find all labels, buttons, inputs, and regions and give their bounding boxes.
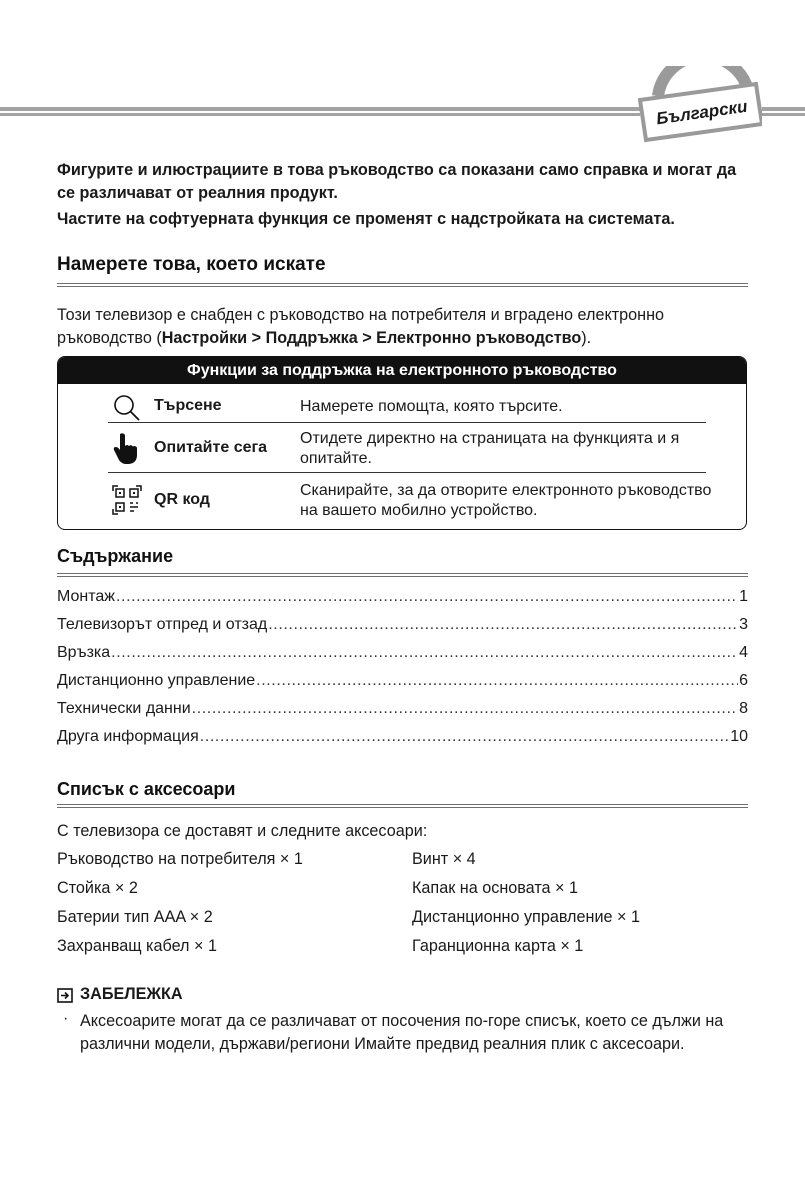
feature-desc-qr: Сканирайте, за да отворите електронното ръководство на вашето мобилно устройство. bbox=[300, 482, 712, 519]
language-badge-label: Български bbox=[655, 96, 749, 129]
accessory-item: Дистанционно управление × 1 bbox=[412, 908, 640, 926]
accessory-item: Ръководство на потребителя × 1 bbox=[57, 850, 303, 868]
accessory-item: Капак на основата × 1 bbox=[412, 879, 579, 897]
accessories-intro: С телевизора се доставят и следните аксесоари: bbox=[57, 822, 428, 840]
feature-name-qr: QR код bbox=[154, 491, 210, 508]
toc-entry[interactable]: Дистанционно управление ..... 6 bbox=[57, 672, 748, 700]
accessory-item: Стойка × 2 bbox=[57, 879, 138, 897]
intro-software-note: Частите на софтуерната функция се променят с надстройката на системата. bbox=[57, 210, 675, 228]
feature-divider bbox=[108, 422, 706, 423]
language-badge bbox=[638, 66, 762, 150]
settings-path: Настройки > Поддръжка > Електронно ръководство bbox=[161, 329, 582, 347]
feature-divider bbox=[108, 472, 706, 473]
feature-name-search: Търсене bbox=[154, 397, 222, 414]
hand-pointer-icon bbox=[110, 431, 144, 465]
support-features-box bbox=[57, 356, 747, 530]
qr-code-icon bbox=[110, 483, 144, 517]
accessory-item: Винт × 4 bbox=[412, 850, 476, 868]
support-features-title: Функции за поддръжка на електронното ръководство bbox=[58, 357, 746, 384]
toc-entry[interactable]: Друга информация ..... 10 bbox=[57, 728, 748, 756]
accessory-item: Гаранционна карта × 1 bbox=[412, 937, 584, 955]
feature-name-try-now: Опитайте сега bbox=[154, 439, 268, 456]
intro-disclaimer: Фигурите и илюстрациите в това ръководство са показани само справка и могат да се различават от реалния продукт. bbox=[57, 161, 737, 202]
accessory-item: Батерии тип AAA × 2 bbox=[57, 908, 213, 926]
find-description: Този телевизор е снабден с ръководство на потребителя и вградено електронно ръководство (Настройки > Поддръжка > Електронно ръководство). bbox=[57, 306, 665, 347]
toc-entry[interactable]: Връзка ..... 4 bbox=[57, 644, 748, 672]
toc-entry[interactable]: Технически данни ..... 8 bbox=[57, 700, 748, 728]
toc-heading: Съдържание bbox=[57, 546, 174, 566]
note-icon bbox=[57, 988, 73, 1003]
toc-entry[interactable]: Монтаж ..... 1 bbox=[57, 588, 748, 616]
note-title: ЗАБЕЛЕЖКА bbox=[80, 985, 183, 1003]
accessory-item: Захранващ кабел × 1 bbox=[57, 937, 217, 955]
find-heading: Намерете това, което искате bbox=[57, 254, 326, 275]
feature-desc-search: Намерете помощта, която търсите. bbox=[300, 398, 563, 415]
note-text: Аксесоарите могат да се различават от посочения по-горе списък, което се дължи на различни модели, държави/региони Имайте предвид реалния плик с аксесоари. bbox=[80, 1012, 724, 1053]
accessories-heading: Списък с аксесоари bbox=[57, 779, 236, 799]
toc-heading-rule bbox=[57, 573, 748, 577]
note-bullet: · bbox=[63, 1010, 69, 1027]
table-of-contents bbox=[57, 588, 748, 756]
accessories-heading-rule bbox=[57, 804, 748, 808]
toc-entry[interactable]: Телевизорът отпред и отзад ..... 3 bbox=[57, 616, 748, 644]
feature-desc-try-now: Отидете директно на страницата на функцията и я опитайте. bbox=[300, 430, 680, 467]
find-heading-rule bbox=[57, 283, 748, 287]
search-icon bbox=[110, 391, 144, 425]
